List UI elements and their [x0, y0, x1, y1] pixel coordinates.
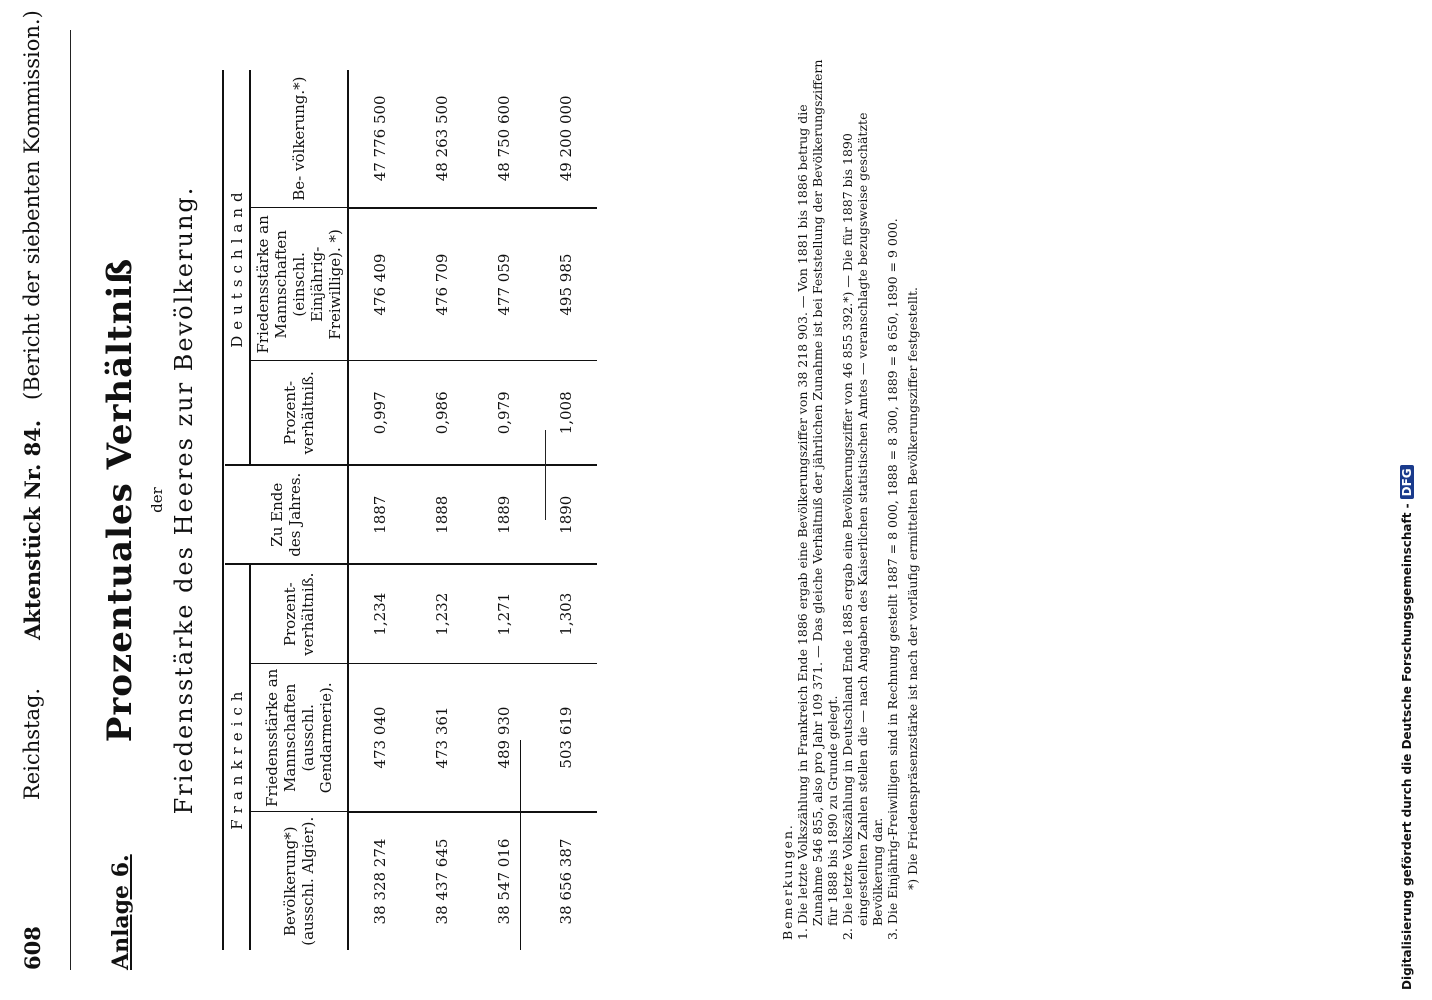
fr-ratio-cell: 1,234: [348, 564, 411, 663]
year-cell: 1889: [473, 465, 535, 564]
group-header-germany: Deutschland: [225, 70, 250, 465]
col-fr-strength-header: Friedensstärke an Mannschaften (ausschl. Gendarmerie).: [250, 664, 348, 812]
table-bottom-rule: [520, 740, 521, 950]
table-row: [411, 70, 473, 950]
appendix-label: Anlage 6.: [108, 854, 134, 970]
remark-item: 1. Die letzte Volkszählung in Frankreich Ende 1886 ergab eine Bevölkerungsziffer von 38 218 903. — Von 1881 bis 1886 betrug die Zunahme 546 855, also pro Jahr 109 371. — Das gleiche Verhältniß der jährlichen Zunahme ist bei Feststellung der Bevölkerungsziffern für 1888 bis 1890 zu Grunde gelegt.: [795, 59, 840, 940]
col-de-strength-header: Friedensstärke an Mannschaften (einschl. Einjährig- Freiwillige). *): [250, 208, 348, 361]
year-cell: 1887: [348, 465, 411, 564]
fr-strength-cell: 473 040: [348, 664, 411, 812]
separator-rule: [545, 430, 547, 520]
digitization-stamp: [1400, 465, 1414, 990]
de-ratio-cell: 1,008: [535, 361, 597, 465]
de-strength-cell: 477 059: [473, 208, 535, 361]
fr-ratio-cell: 1,232: [411, 564, 473, 663]
dfg-logo: DFG: [1400, 465, 1414, 499]
fr-strength-cell: 489 930: [473, 664, 535, 812]
page-subtitle: Friedensstärke des Heeres zur Bevölkerung.: [170, 185, 198, 815]
remarks-heading: Bemerkungen.: [780, 823, 795, 940]
de-ratio-cell: 0,979: [473, 361, 535, 465]
publication-name: Reichstag.: [20, 687, 44, 800]
de-population-cell: 48 263 500: [433, 95, 451, 182]
table-top-rule: [222, 70, 224, 950]
de-population-cell: 49 200 000: [557, 95, 575, 182]
fr-population-cell: 38 437 645: [411, 812, 473, 950]
year-cell: 1888: [411, 465, 473, 564]
col-year-header: Zu Ende des Jahres.: [225, 465, 348, 564]
de-strength-cell: 495 985: [535, 208, 597, 361]
fr-population-cell: 38 547 016: [473, 812, 535, 950]
de-population-cell: 48 750 600: [495, 95, 513, 182]
col-fr-population-header: Bevölkerung*) (ausschl. Algier).: [250, 812, 348, 950]
fr-population-cell: 38 328 274: [348, 812, 411, 950]
col-de-ratio-header: Prozent- verhältniß.: [250, 361, 348, 465]
fr-strength-cell: 503 619: [535, 664, 597, 812]
de-ratio-cell: 0,997: [348, 361, 411, 465]
fr-population-cell: 38 656 387: [535, 812, 597, 950]
footnote: *) Die Friedenspräsenzstärke ist nach der vorläufig ermittelten Bevölkerungsziffer festgestellt.: [905, 287, 920, 890]
fr-ratio-cell: 1,271: [473, 564, 535, 663]
document-number: Aktenstück Nr. 84.: [20, 419, 45, 640]
group-header-france: Frankreich: [225, 564, 250, 950]
table-row: [348, 70, 411, 950]
commission-report: (Bericht der siebenten Kommission.): [20, 10, 44, 400]
title-connector: der: [148, 487, 166, 513]
fr-ratio-cell: 1,303: [535, 564, 597, 663]
strength-table: [225, 70, 597, 950]
de-population-cell: 47 776 500: [371, 95, 389, 182]
header-rule: [70, 30, 71, 970]
year-cell: 1890: [535, 465, 597, 564]
table-row: [473, 70, 535, 950]
fr-strength-cell: 473 361: [411, 664, 473, 812]
remark-item: 3. Die Einjährig-Freiwilligen sind in Rechnung gestellt 1887 = 8 000, 1888 = 8 300, 1889 = 8 650, 1890 = 9 000.: [885, 218, 900, 940]
stamp-text: Digitalisierung gefördert durch die Deutsche Forschungsgemeinschaft -: [1400, 503, 1414, 990]
col-fr-ratio-header: Prozent- verhältniß.: [250, 564, 348, 663]
de-strength-cell: 476 709: [411, 208, 473, 361]
remark-item: 2. Die letzte Volkszählung in Deutschland Ende 1885 ergab eine Bevölkerungsziffer von 46 855 392.*) — Die für 1887 bis 1890 eingestellten Zahlen stellen die — nach Angaben des Kaiserlichen statistischen Amtes — veranschlagte bezugsweise geschätzte Bevölkerung dar.: [840, 112, 885, 940]
page-number: 608: [20, 926, 45, 970]
page-title: Prozentuales Verhältniß: [100, 257, 140, 743]
remarks-block: [780, 50, 900, 940]
de-strength-cell: 476 409: [348, 208, 411, 361]
de-ratio-cell: 0,986: [411, 361, 473, 465]
col-de-population-header: Be- völkerung.*): [250, 70, 348, 208]
